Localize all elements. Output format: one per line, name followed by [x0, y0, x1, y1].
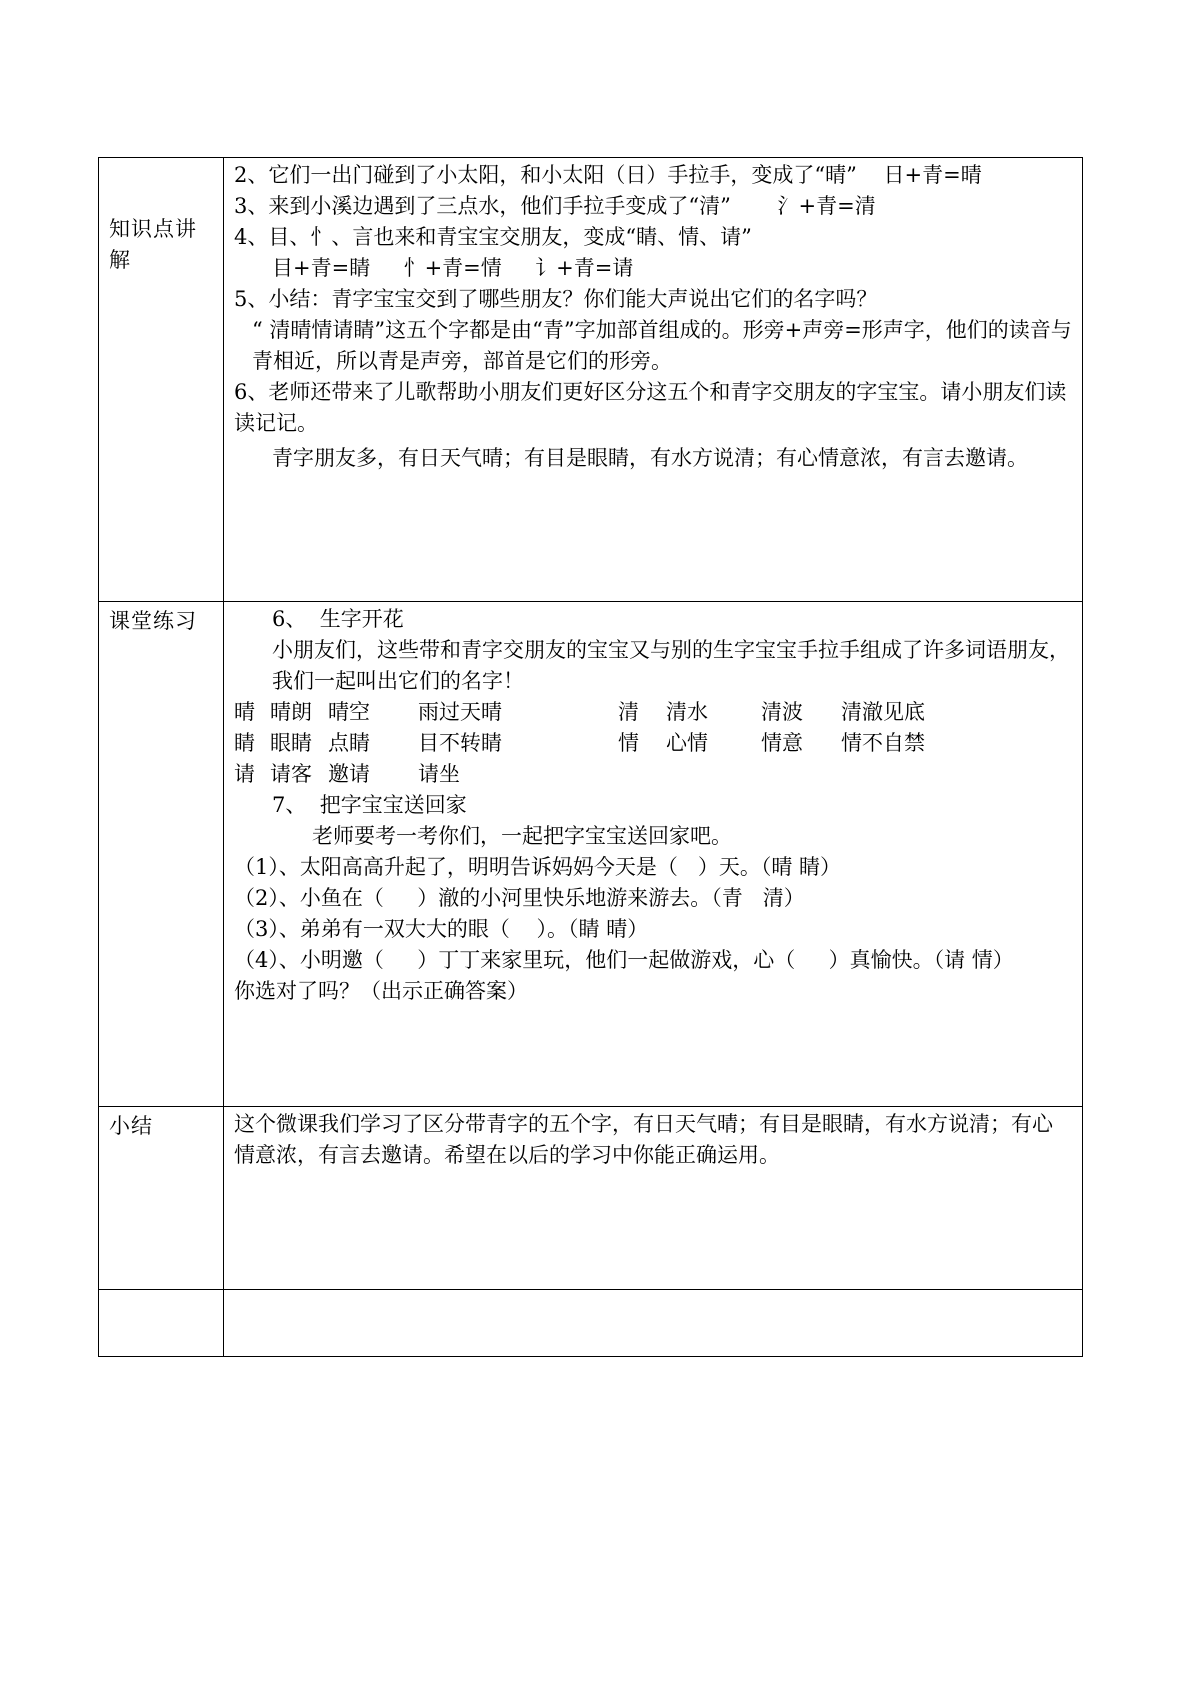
word-cell: 晴: [234, 700, 255, 724]
word-cell: 心情: [666, 731, 708, 755]
word-cell: 清澈见底: [841, 700, 925, 724]
lesson-table: [98, 157, 1083, 1357]
word-cell: 清水: [666, 700, 708, 724]
question-line: （4）、小明邀（ ）丁丁来家里玩，他们一起做游戏，心（ ）真愉快。（请 情）: [234, 948, 1014, 972]
section-label-cell: [99, 602, 224, 1107]
word-cell: 请坐: [418, 762, 460, 786]
section-practice: [99, 602, 1083, 1107]
summary-text: 这个微课我们学习了区分带青字的五个字，有日天气晴；有目是眼睛，有水方说清；有心情意浓，有言去邀请。希望在以后的学习中你能正确运用。: [234, 1112, 1053, 1167]
text-line: 2、它们一出门碰到了小太阳，和小太阳（日）手拉手，变成了“晴” 日+青=晴: [234, 163, 982, 187]
section-label: [99, 1290, 223, 1294]
word-cell: 晴空: [328, 700, 370, 724]
word-cell: 情不自禁: [841, 731, 925, 755]
section-content: [224, 1107, 1083, 1290]
word-cell: 晴朗: [270, 700, 312, 724]
word-cell: 请: [234, 762, 255, 786]
section-label-cell: [99, 1107, 224, 1290]
section-empty: [99, 1290, 1083, 1357]
exercise-intro: 小朋友们，这些带和青字交朋友的宝宝又与别的生字宝宝手拉手组成了许多词语朋友，我们一起叫出它们的名字！: [272, 638, 1070, 693]
word-cell: 雨过天晴: [418, 700, 502, 724]
question-line: （2）、小鱼在（ ）澈的小河里快乐地游来游去。（青 清）: [234, 886, 805, 910]
word-cell: 点睛: [328, 731, 370, 755]
section-label: 课堂练习: [109, 609, 197, 633]
word-cell: 请客: [270, 762, 312, 786]
answer-prompt: 你选对了吗？（出示正确答案）: [234, 979, 528, 1003]
word-cell: 眼睛: [270, 731, 312, 755]
word-cell: 清波: [761, 700, 803, 724]
word-cell: 清: [618, 700, 639, 724]
exercise-intro: 老师要考一考你们，一起把字宝宝送回家吧。: [312, 824, 732, 848]
word-cell: 目不转睛: [418, 731, 502, 755]
exercise-heading: 6、 生字开花: [272, 607, 404, 631]
section-explanation: [99, 158, 1083, 602]
text-line: 4、目、忄、言也来和青宝宝交朋友，变成“睛、情、请”: [234, 225, 752, 249]
section-label-cell: [99, 158, 224, 602]
word-cell: 情意: [761, 731, 803, 755]
word-cell: 邀请: [328, 762, 370, 786]
section-content: [224, 158, 1083, 602]
text-line: 3、来到小溪边遇到了三点水，他们手拉手变成了“清” 氵+青=清: [234, 194, 876, 218]
text-line: 6、老师还带来了儿歌帮助小朋友们更好区分这五个和青字交朋友的字宝宝。请小朋友们读读记记。: [234, 380, 1067, 435]
word-cell: 情: [618, 731, 639, 755]
text-line: 目+青=睛 忄+青=情 讠+青=请: [272, 256, 634, 280]
section-label-cell: [99, 1290, 224, 1357]
section-content: [224, 1290, 1083, 1357]
section-label: 小结: [109, 1114, 153, 1138]
section-content: [224, 602, 1083, 1107]
word-cell: 睛: [234, 731, 255, 755]
text-line: “ 清晴情请睛”这五个字都是由“青”字加部首组成的。形旁+声旁=形声字，他们的读音与青相近，所以青是声旁，部首是它们的形旁。: [252, 318, 1072, 373]
text-line: 5、小结：青字宝宝交到了哪些朋友？你们能大声说出它们的名字吗？: [234, 287, 878, 311]
exercise-heading: 7、 把字宝宝送回家: [272, 793, 467, 817]
section-summary: [99, 1107, 1083, 1290]
word-grid: [234, 697, 1072, 790]
question-line: （1）、太阳高高升起了，明明告诉妈妈今天是（ ）天。（晴 睛）: [234, 855, 842, 879]
nursery-rhyme: 青字朋友多，有日天气晴；有目是眼睛，有水方说清；有心情意浓，有言去邀请。: [272, 446, 1028, 470]
section-label: 知识点讲解: [109, 217, 197, 272]
question-line: （3）、弟弟有一双大大的眼（ ）。（睛 晴）: [234, 917, 649, 941]
